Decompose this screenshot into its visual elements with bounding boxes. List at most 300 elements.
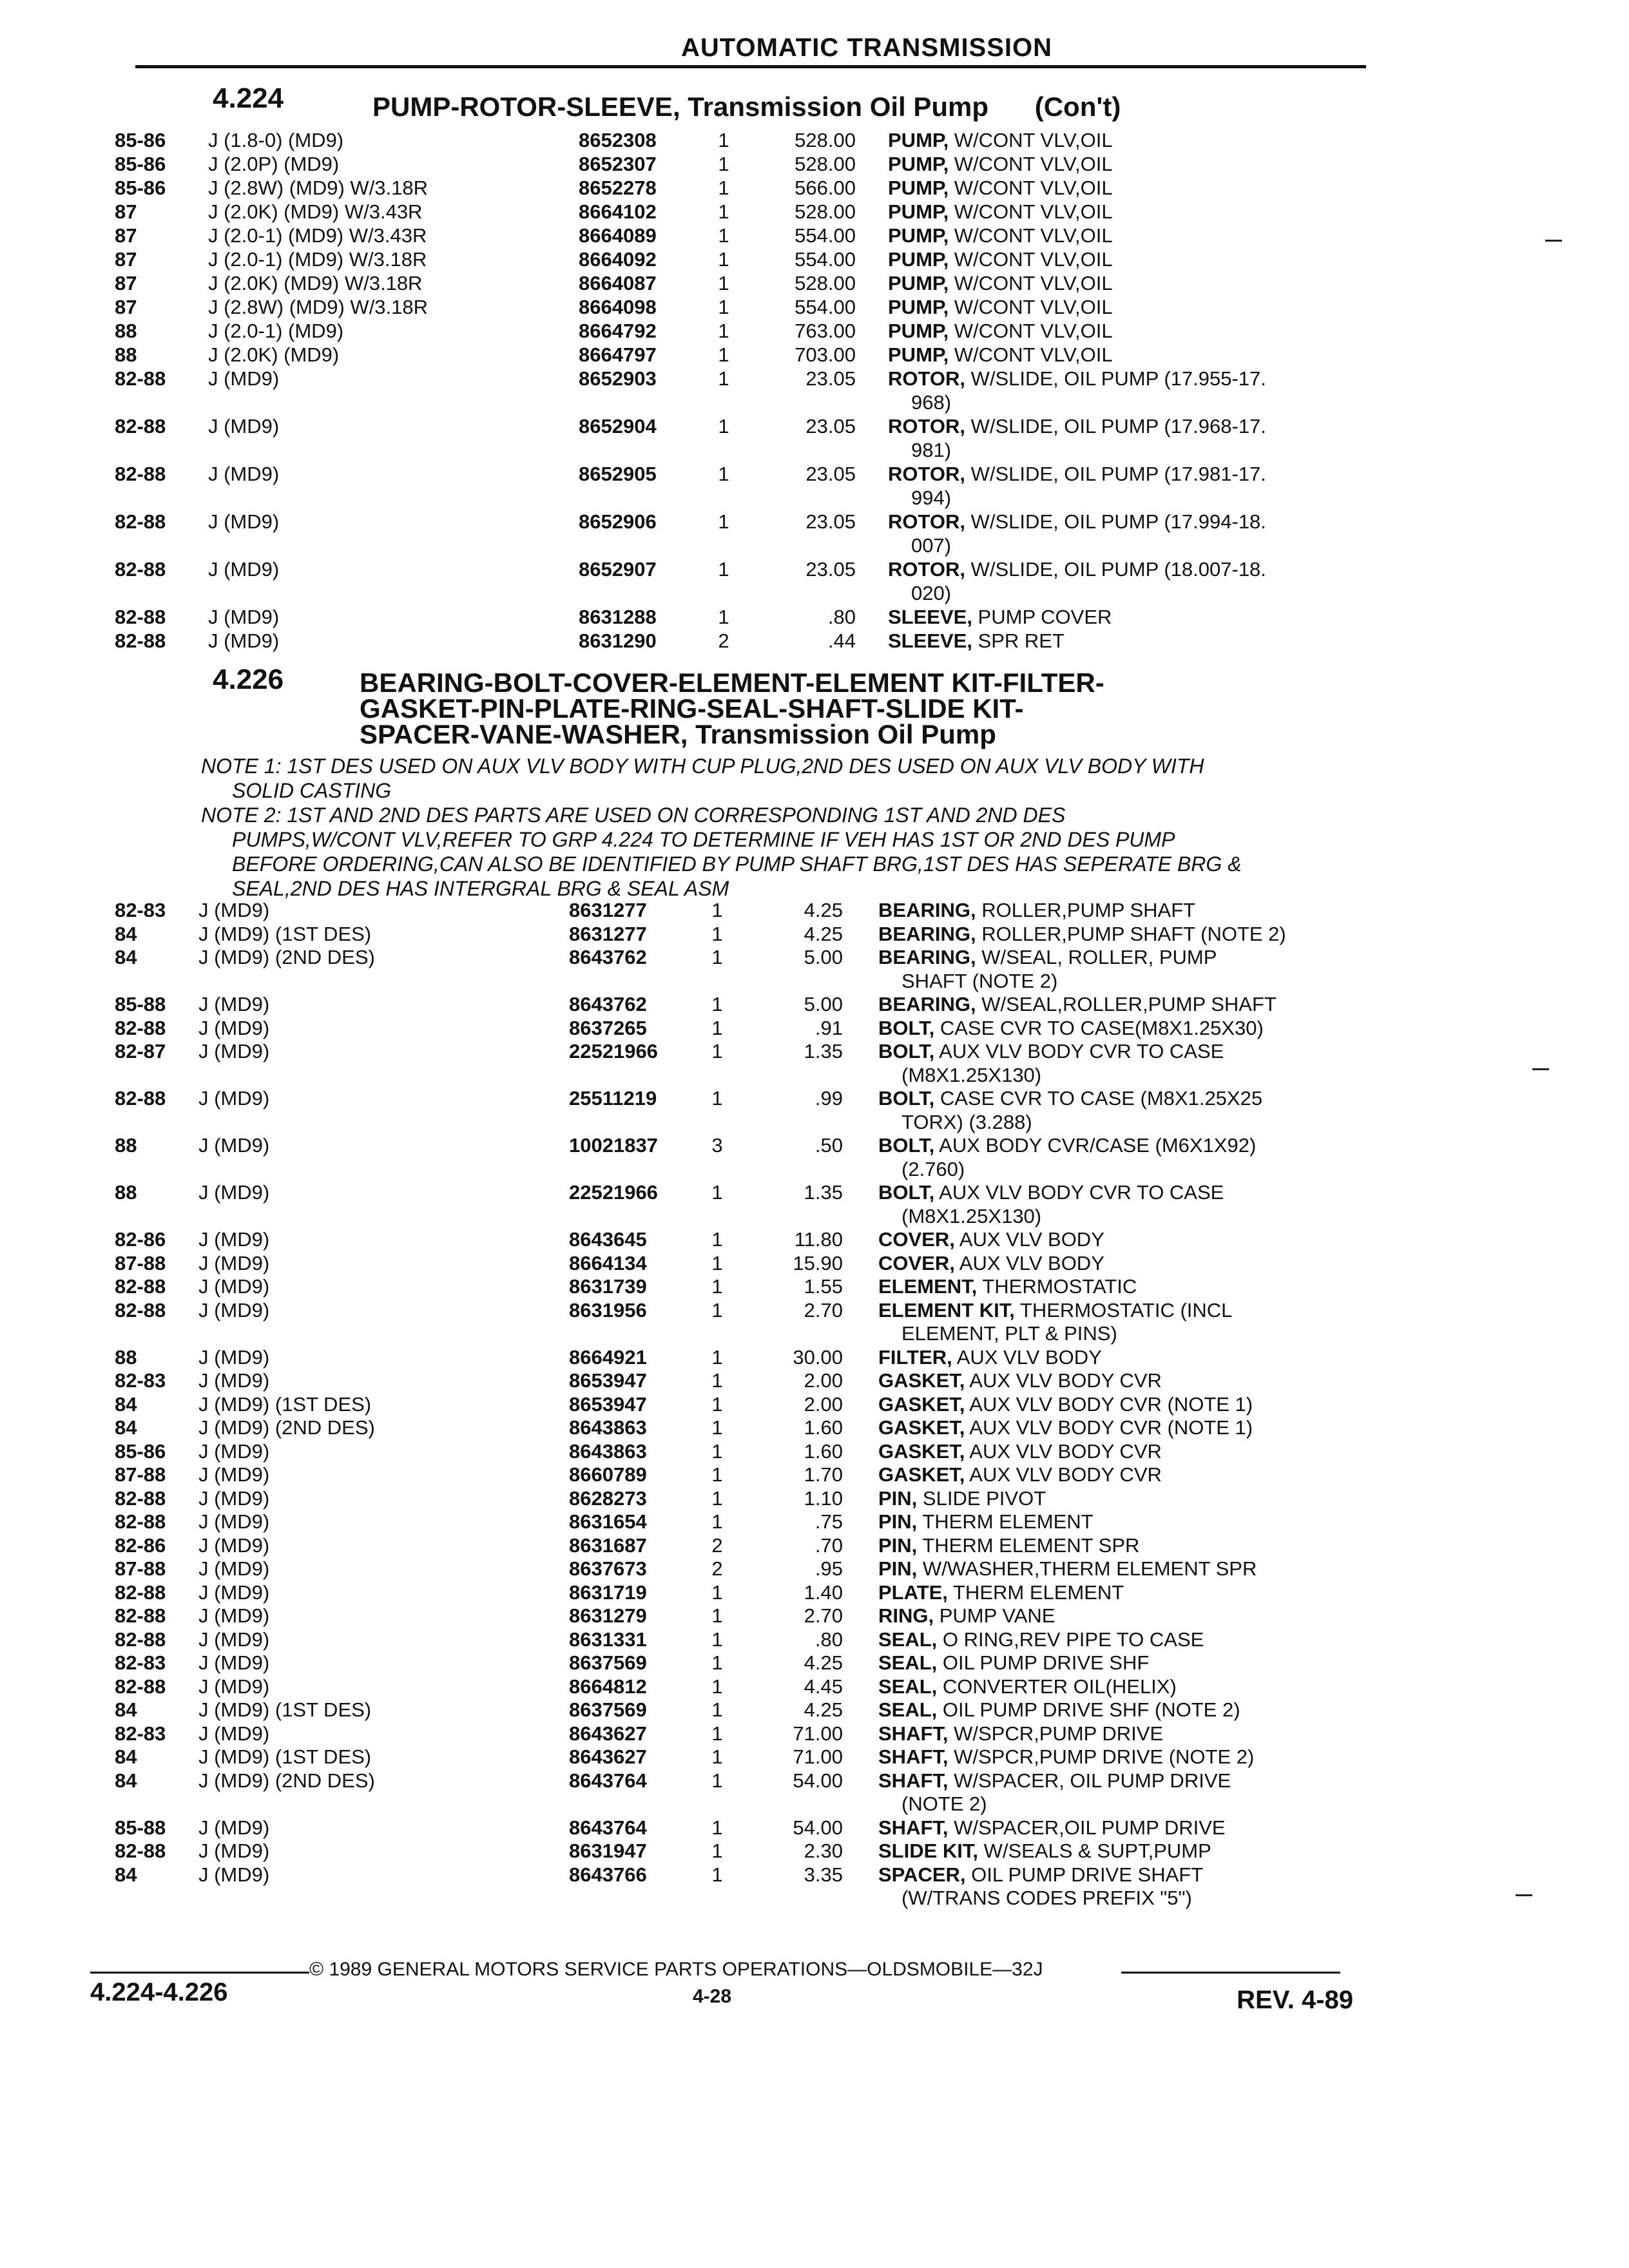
part-number: 25511219 xyxy=(569,1087,657,1110)
price: 528.00 xyxy=(795,272,856,294)
part-description xyxy=(888,129,1113,152)
part-name: GASKET, xyxy=(878,1416,965,1439)
model-code: J (MD9) xyxy=(208,415,280,437)
price: 1.35 xyxy=(804,1040,843,1062)
model-code: J (MD9) xyxy=(198,1181,270,1204)
part-description xyxy=(888,606,1112,629)
part-description-text: O RING,REV PIPE TO CASE xyxy=(937,1628,1204,1651)
notes-block xyxy=(201,754,1348,901)
quantity: 1 xyxy=(711,1486,723,1510)
price: 71.00 xyxy=(793,1722,843,1745)
model-code: J (MD9) xyxy=(198,1369,270,1392)
part-name: PUMP, xyxy=(888,343,949,366)
part-description xyxy=(878,1628,1204,1651)
part-description-text: AUX VLV BODY CVR xyxy=(965,1369,1162,1392)
table-row xyxy=(115,1604,1365,1628)
part-description-continued: (2.760) xyxy=(901,1157,965,1180)
model-code: J (2.0P) (MD9) xyxy=(208,153,340,175)
part-description-text: THERM ELEMENT xyxy=(917,1510,1094,1533)
price: 554.00 xyxy=(795,296,856,318)
note-line: NOTE 1: 1ST DES USED ON AUX VLV BODY WITH CUP PLUG,2ND DES USED ON AUX VLV BODY WITH xyxy=(201,754,1204,778)
model-years: 88 xyxy=(115,1345,137,1369)
table-row xyxy=(115,1346,1365,1370)
quantity: 1 xyxy=(711,1863,723,1886)
model-years: 82-88 xyxy=(115,1628,166,1651)
model-code: J (2.0-1) (MD9) W/3.43R xyxy=(208,224,427,247)
part-name: BOLT, xyxy=(878,1134,935,1157)
part-description xyxy=(878,1557,1257,1581)
part-description-text: W/CONT VLV,OIL xyxy=(949,177,1113,199)
part-name: ROTOR, xyxy=(888,463,965,485)
part-name: PIN, xyxy=(878,1510,918,1533)
section-number: 4.226 xyxy=(213,664,284,695)
price: .80 xyxy=(827,606,856,628)
model-years: 84 xyxy=(115,1392,137,1416)
footer-rule xyxy=(90,1972,309,1974)
part-name: SEAL, xyxy=(878,1675,938,1698)
section-title xyxy=(360,670,1104,747)
part-description-text: W/SLIDE, OIL PUMP (17.968-17. xyxy=(965,415,1266,437)
part-description xyxy=(888,629,1065,653)
table-row xyxy=(115,1840,1365,1863)
part-name: BEARING, xyxy=(878,922,976,945)
part-name: SEAL, xyxy=(878,1628,938,1651)
model-years: 82-88 xyxy=(115,606,166,628)
note-line: NOTE 2: 1ST AND 2ND DES PARTS ARE USED ON CORRESPONDING 1ST AND 2ND DES xyxy=(201,803,1066,827)
model-code: J (MD9) xyxy=(198,1228,270,1251)
model-code: J (MD9) (1ST DES) xyxy=(198,922,372,945)
part-description xyxy=(878,1675,1177,1698)
part-name: SHAFT, xyxy=(878,1722,949,1745)
part-name: GASKET, xyxy=(878,1439,965,1463)
part-description-text: W/SEALS & SUPT,PUMP xyxy=(978,1840,1211,1862)
part-name: COVER, xyxy=(878,1228,955,1251)
model-code: J (MD9) xyxy=(198,1816,270,1839)
quantity: 2 xyxy=(711,1533,723,1557)
part-description xyxy=(888,224,1113,247)
model-years: 88 xyxy=(115,1134,137,1157)
model-years: 85-88 xyxy=(115,1816,166,1839)
model-code: J (MD9) xyxy=(198,1463,270,1486)
quantity: 1 xyxy=(711,946,723,968)
table-row xyxy=(115,1745,1365,1769)
quantity: 2 xyxy=(718,629,729,652)
price: 2.70 xyxy=(804,1298,843,1321)
part-name: SLIDE KIT, xyxy=(878,1840,979,1862)
model-code: J (MD9) xyxy=(198,1628,270,1651)
table-row xyxy=(115,320,1365,343)
part-number: 8664087 xyxy=(579,272,657,294)
part-name: BOLT, xyxy=(878,1016,935,1039)
part-description-text: W/SPACER, OIL PUMP DRIVE xyxy=(948,1769,1231,1792)
part-number: 8637673 xyxy=(569,1557,647,1580)
part-description-text: THERMOSTATIC (INCL xyxy=(1014,1298,1233,1321)
part-number: 8664812 xyxy=(569,1675,647,1698)
quantity: 1 xyxy=(711,1628,723,1651)
part-description-text: AUX VLV BODY CVR xyxy=(965,1463,1162,1486)
price: 23.05 xyxy=(805,463,856,485)
part-description-text: PUMP VANE xyxy=(934,1604,1055,1627)
model-years: 82-88 xyxy=(115,415,166,437)
price: 566.00 xyxy=(795,177,856,199)
model-code: J (MD9) xyxy=(198,993,270,1015)
model-years: 82-88 xyxy=(115,1486,166,1510)
quantity: 1 xyxy=(718,153,729,175)
part-name: PUMP, xyxy=(888,153,949,175)
part-description-text: W/CONT VLV,OIL xyxy=(949,200,1113,223)
running-title: AUTOMATIC TRANSMISSION xyxy=(680,34,1053,62)
price: .75 xyxy=(815,1510,843,1533)
part-number: 8643863 xyxy=(569,1439,647,1463)
price: 4.25 xyxy=(804,1651,843,1674)
group-range: 4.224-4.226 xyxy=(90,1978,228,2006)
model-years: 82-83 xyxy=(115,1369,166,1392)
part-name: BEARING, xyxy=(878,993,976,1015)
part-name: GASKET, xyxy=(878,1369,965,1392)
table-row xyxy=(115,1463,1365,1487)
part-description xyxy=(888,463,1266,486)
part-number: 8652903 xyxy=(579,367,657,390)
model-years: 82-83 xyxy=(115,1722,166,1745)
part-name: PUMP, xyxy=(888,296,949,318)
table-row xyxy=(115,415,1365,463)
table-row xyxy=(115,558,1365,606)
header-rule xyxy=(135,65,1366,68)
part-description-text: AUX VLV BODY xyxy=(954,1228,1104,1251)
part-name: PUMP, xyxy=(888,200,949,223)
part-number: 22521966 xyxy=(569,1181,658,1204)
note-line: SEAL,2ND DES HAS INTERGRAL BRG & SEAL ASM xyxy=(232,877,729,900)
part-number: 8664089 xyxy=(579,224,657,247)
part-name: GASKET, xyxy=(878,1463,965,1486)
model-code: J (MD9) xyxy=(198,1040,270,1062)
part-description-text: THERM ELEMENT SPR xyxy=(917,1533,1140,1557)
model-years: 88 xyxy=(115,343,137,366)
table-row xyxy=(115,606,1365,629)
part-number: 10021837 xyxy=(569,1134,658,1157)
part-description-text: ROLLER,PUMP SHAFT xyxy=(976,899,1196,921)
model-code: J (MD9) xyxy=(198,1486,270,1510)
model-years: 88 xyxy=(115,1181,137,1204)
model-code: J (MD9) xyxy=(198,1087,270,1110)
model-years: 87 xyxy=(115,224,137,247)
part-name: PUMP, xyxy=(888,320,949,342)
part-number: 8664092 xyxy=(579,248,657,271)
part-name: SHAFT, xyxy=(878,1769,949,1792)
part-name: BOLT, xyxy=(878,1181,935,1204)
part-description-text: W/SLIDE, OIL PUMP (17.955-17. xyxy=(965,367,1266,390)
part-name: SHAFT, xyxy=(878,1816,949,1839)
part-description-continued: (W/TRANS CODES PREFIX "5") xyxy=(901,1887,1192,1909)
model-years: 85-86 xyxy=(115,1439,166,1463)
model-code: J (MD9) (2ND DES) xyxy=(198,1416,375,1439)
price: 554.00 xyxy=(795,248,856,271)
page-number: 4-28 xyxy=(693,1986,732,2007)
part-description xyxy=(888,343,1113,367)
price: 5.00 xyxy=(804,993,843,1015)
part-number: 8637569 xyxy=(569,1698,647,1721)
model-code: J (MD9) xyxy=(198,1510,270,1533)
part-description-text: OIL PUMP DRIVE SHF (NOTE 2) xyxy=(937,1698,1240,1721)
price: 30.00 xyxy=(793,1345,843,1369)
note-2 xyxy=(201,803,1348,901)
part-number: 8660789 xyxy=(569,1463,647,1486)
part-description xyxy=(888,558,1266,581)
margin-mark xyxy=(1532,1068,1549,1070)
table-row xyxy=(115,1393,1365,1417)
note-line: BEFORE ORDERING,CAN ALSO BE IDENTIFIED BY PUMP SHAFT BRG,1ST DES HAS SEPERATE BRG & xyxy=(232,852,1242,876)
quantity: 1 xyxy=(711,1840,723,1862)
part-name: ELEMENT, xyxy=(878,1275,978,1298)
model-years: 82-88 xyxy=(115,510,166,533)
part-description-text: ROLLER,PUMP SHAFT (NOTE 2) xyxy=(976,922,1286,945)
table-row xyxy=(115,899,1365,923)
model-years: 87 xyxy=(115,272,137,294)
table-row xyxy=(115,463,1365,510)
model-code: J (MD9) xyxy=(198,1275,270,1298)
part-number: 8637569 xyxy=(569,1651,647,1674)
part-name: ROTOR, xyxy=(888,510,965,533)
table-row xyxy=(115,1487,1365,1511)
price: 2.30 xyxy=(804,1840,843,1862)
table-row xyxy=(115,367,1365,415)
part-name: ROTOR, xyxy=(888,558,965,581)
part-description-text: W/SLIDE, OIL PUMP (17.994-18. xyxy=(965,510,1266,533)
part-number: 8631331 xyxy=(569,1628,647,1651)
part-number: 22521966 xyxy=(569,1040,658,1062)
part-description-continued: TORX) (3.288) xyxy=(901,1110,1032,1133)
model-years: 82-86 xyxy=(115,1533,166,1557)
model-code: J (MD9) xyxy=(198,1840,270,1862)
table-row xyxy=(115,510,1365,558)
part-name: ROTOR, xyxy=(888,367,965,390)
table-row xyxy=(115,1651,1365,1675)
quantity: 1 xyxy=(711,1463,723,1486)
part-description-text: W/SEAL, ROLLER, PUMP xyxy=(976,946,1217,968)
quantity: 3 xyxy=(711,1134,723,1157)
part-description xyxy=(878,1252,1104,1275)
quantity: 1 xyxy=(711,1651,723,1674)
part-description-text: OIL PUMP DRIVE SHF xyxy=(937,1651,1150,1674)
model-years: 82-88 xyxy=(115,1675,166,1698)
part-number: 8631719 xyxy=(569,1581,647,1604)
quantity: 1 xyxy=(711,1675,723,1698)
part-description xyxy=(878,1534,1139,1557)
table-row xyxy=(115,1581,1365,1605)
model-code: J (MD9) xyxy=(198,1604,270,1627)
part-description xyxy=(878,899,1195,922)
price: 763.00 xyxy=(795,320,856,342)
table-row xyxy=(115,1181,1365,1228)
model-years: 82-88 xyxy=(115,1604,166,1627)
part-description xyxy=(878,993,1277,1016)
part-description xyxy=(878,1181,1224,1204)
price: 528.00 xyxy=(795,129,856,151)
price: 554.00 xyxy=(795,224,856,247)
model-years: 82-86 xyxy=(115,1228,166,1251)
part-description xyxy=(878,1698,1240,1722)
price: 71.00 xyxy=(793,1745,843,1768)
part-name: GASKET, xyxy=(878,1392,965,1416)
table-row xyxy=(115,177,1365,200)
part-name: FILTER, xyxy=(878,1345,952,1369)
part-description xyxy=(878,1581,1124,1604)
part-description-text: W/SPCR,PUMP DRIVE xyxy=(948,1722,1164,1745)
model-years: 87 xyxy=(115,296,137,318)
part-number: 8664797 xyxy=(579,343,657,366)
part-number: 8631947 xyxy=(569,1840,647,1862)
part-description-text: W/CONT VLV,OIL xyxy=(949,248,1113,271)
part-number: 8631687 xyxy=(569,1533,647,1557)
part-description-text: W/CONT VLV,OIL xyxy=(949,129,1113,151)
part-number: 8664921 xyxy=(569,1345,647,1369)
part-name: BEARING, xyxy=(878,946,976,968)
part-name: PUMP, xyxy=(888,224,949,247)
part-description-continued: (M8X1.25X130) xyxy=(901,1063,1042,1086)
quantity: 1 xyxy=(711,1345,723,1369)
part-description xyxy=(878,1463,1162,1486)
table-row xyxy=(115,1040,1365,1087)
part-description-continued: SHAFT (NOTE 2) xyxy=(901,969,1058,992)
part-number: 8643764 xyxy=(569,1816,647,1839)
price: 54.00 xyxy=(793,1769,843,1792)
part-number: 8664792 xyxy=(579,320,657,342)
part-number: 8643762 xyxy=(569,946,647,968)
quantity: 1 xyxy=(718,272,729,294)
part-name: BOLT, xyxy=(878,1087,935,1110)
footer-rule xyxy=(1121,1972,1340,1974)
part-number: 8664134 xyxy=(569,1251,647,1274)
price: 528.00 xyxy=(795,153,856,175)
part-number: 8631288 xyxy=(579,606,657,628)
part-description-text: THERMOSTATIC xyxy=(977,1275,1137,1298)
part-name: SEAL, xyxy=(878,1651,938,1674)
model-years: 82-88 xyxy=(115,1510,166,1533)
price: .70 xyxy=(815,1533,843,1557)
part-number: 8631956 xyxy=(569,1298,647,1321)
table-row xyxy=(115,1863,1365,1910)
model-years: 82-88 xyxy=(115,1016,166,1039)
section-title-line: BEARING-BOLT-COVER-ELEMENT-ELEMENT KIT-FILTER- xyxy=(360,668,1104,698)
table-row xyxy=(115,1510,1365,1534)
part-number: 8652907 xyxy=(579,558,657,581)
part-description-text: CONVERTER OIL(HELIX) xyxy=(937,1675,1177,1698)
part-description-text: AUX VLV BODY CVR xyxy=(965,1439,1162,1463)
part-description-text: W/CONT VLV,OIL xyxy=(949,153,1113,175)
quantity: 1 xyxy=(711,993,723,1015)
model-code: J (MD9) xyxy=(208,510,280,533)
price: 4.25 xyxy=(804,1698,843,1721)
model-code: J (MD9) xyxy=(208,367,280,390)
quantity: 1 xyxy=(718,343,729,366)
part-number: 8631279 xyxy=(569,1604,647,1627)
model-years: 82-83 xyxy=(115,899,166,921)
model-code: J (2.0K) (MD9) W/3.18R xyxy=(208,272,423,294)
model-code: J (1.8-0) (MD9) xyxy=(208,129,344,151)
table-row xyxy=(115,343,1365,367)
quantity: 1 xyxy=(711,1392,723,1416)
part-description xyxy=(878,1840,1211,1863)
part-description xyxy=(878,1510,1094,1533)
part-description-text: W/CONT VLV,OIL xyxy=(949,272,1113,294)
part-description xyxy=(888,153,1113,176)
table-row xyxy=(115,946,1365,993)
table-row xyxy=(115,1299,1365,1346)
table-row xyxy=(115,200,1365,224)
part-number: 8653947 xyxy=(569,1392,647,1416)
model-years: 84 xyxy=(115,1745,137,1768)
part-number: 8631654 xyxy=(569,1510,647,1533)
part-description xyxy=(878,1040,1224,1063)
quantity: 1 xyxy=(718,367,729,390)
model-years: 84 xyxy=(115,922,137,945)
part-name: PUMP, xyxy=(888,129,949,151)
table-row xyxy=(115,1816,1365,1840)
section-title xyxy=(372,91,1121,122)
model-code: J (2.0K) (MD9) W/3.43R xyxy=(208,200,423,223)
margin-mark xyxy=(1516,1894,1532,1896)
table-row xyxy=(115,1557,1365,1581)
model-code: J (MD9) xyxy=(198,1439,270,1463)
model-years: 82-88 xyxy=(115,1298,166,1321)
part-description xyxy=(878,1604,1055,1628)
section-title-text: PUMP-ROTOR-SLEEVE, Transmission Oil Pump xyxy=(372,91,989,122)
model-code: J (MD9) xyxy=(198,1557,270,1580)
quantity: 1 xyxy=(711,1040,723,1062)
quantity: 1 xyxy=(711,1087,723,1110)
model-code: J (2.8W) (MD9) W/3.18R xyxy=(208,296,429,318)
part-number: 8652904 xyxy=(579,415,657,437)
part-number: 8652905 xyxy=(579,463,657,485)
part-number: 8628273 xyxy=(569,1486,647,1510)
model-code: J (MD9) xyxy=(208,463,280,485)
model-years: 82-88 xyxy=(115,1275,166,1298)
model-code: J (MD9) xyxy=(198,1134,270,1157)
model-years: 84 xyxy=(115,1769,137,1792)
table-row xyxy=(115,923,1365,947)
part-description xyxy=(878,1087,1262,1110)
model-years: 84 xyxy=(115,1698,137,1721)
part-description-text: W/SLIDE, OIL PUMP (18.007-18. xyxy=(965,558,1266,581)
table-row xyxy=(115,224,1365,248)
table-row xyxy=(115,1017,1365,1041)
price: .50 xyxy=(815,1134,843,1157)
quantity: 1 xyxy=(711,1228,723,1251)
part-number: 8653947 xyxy=(569,1369,647,1392)
table-row xyxy=(115,1440,1365,1464)
model-years: 84 xyxy=(115,1863,137,1886)
part-description-text: W/CONT VLV,OIL xyxy=(949,296,1113,318)
part-description xyxy=(878,1440,1162,1463)
part-description-continued: 020) xyxy=(911,582,952,604)
part-description-text: AUX VLV BODY xyxy=(952,1345,1102,1369)
table-row xyxy=(115,1369,1365,1393)
part-description-continued: (M8X1.25X130) xyxy=(901,1204,1042,1227)
price: 528.00 xyxy=(795,200,856,223)
model-years: 87-88 xyxy=(115,1463,166,1486)
price: 23.05 xyxy=(805,558,856,581)
quantity: 1 xyxy=(711,1439,723,1463)
part-description xyxy=(878,923,1286,946)
part-description xyxy=(878,1393,1253,1416)
part-name: PIN, xyxy=(878,1557,918,1580)
part-description-continued: 007) xyxy=(911,534,952,557)
model-code: J (MD9) xyxy=(198,1251,270,1274)
table-row xyxy=(115,248,1365,272)
quantity: 1 xyxy=(711,1816,723,1839)
price: 11.80 xyxy=(794,1228,843,1251)
model-years: 82-88 xyxy=(115,629,166,652)
